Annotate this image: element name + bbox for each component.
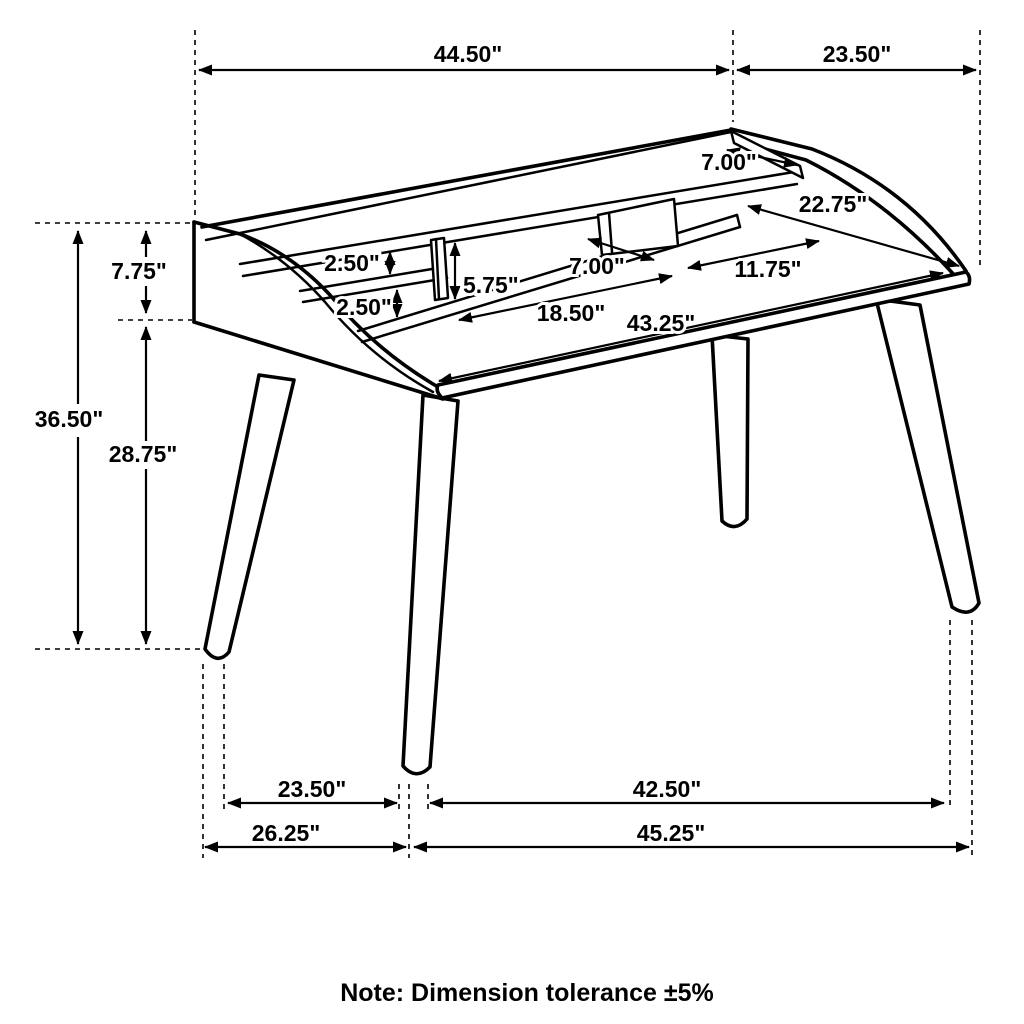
dim-desktop-depth: 22.75" [798, 191, 868, 217]
dim-front-leg-spread: 23.50" [277, 776, 347, 802]
dim-right-compartment-width: 11.75" [734, 256, 802, 282]
dim-base-depth: 26.25" [251, 820, 321, 846]
dim-top-span-side: 23.50" [822, 41, 892, 67]
dim-center-compartment-width: 7.00" [569, 253, 625, 279]
desk-art [194, 129, 979, 774]
top-shelf-front-edge [240, 172, 794, 264]
dim-hutch-height: 7.75" [111, 258, 167, 284]
rear-right-leg [712, 335, 748, 527]
hutch-floor-end [737, 215, 740, 227]
dim-side-leg-spread: 42.50" [632, 776, 702, 802]
dim-desktop-height: 28.75" [108, 441, 178, 467]
front-right-leg [876, 299, 979, 612]
dim-upper-cubby-height: 2.50" [324, 250, 380, 276]
dim-overall-height: 36.50" [34, 406, 104, 432]
dim-top-span-main: 44.50" [433, 41, 503, 67]
dim-desktop-width: 43.25" [626, 310, 696, 336]
rear-left-leg [403, 395, 458, 774]
tolerance-note: Note: Dimension tolerance ±5% [340, 979, 714, 1007]
dimension-labels [35, 41, 891, 846]
dimension-lines [78, 70, 976, 847]
dim-lower-cubby-height: 2.50" [336, 294, 392, 320]
dim-compartment-height: 5.75" [463, 272, 519, 298]
dim-top-shelf-depth: 7.00" [701, 149, 757, 175]
dim-shelf-to-edge-span: 18.50" [536, 300, 606, 326]
front-left-leg [205, 375, 294, 658]
dim-base-width: 45.25" [636, 820, 706, 846]
